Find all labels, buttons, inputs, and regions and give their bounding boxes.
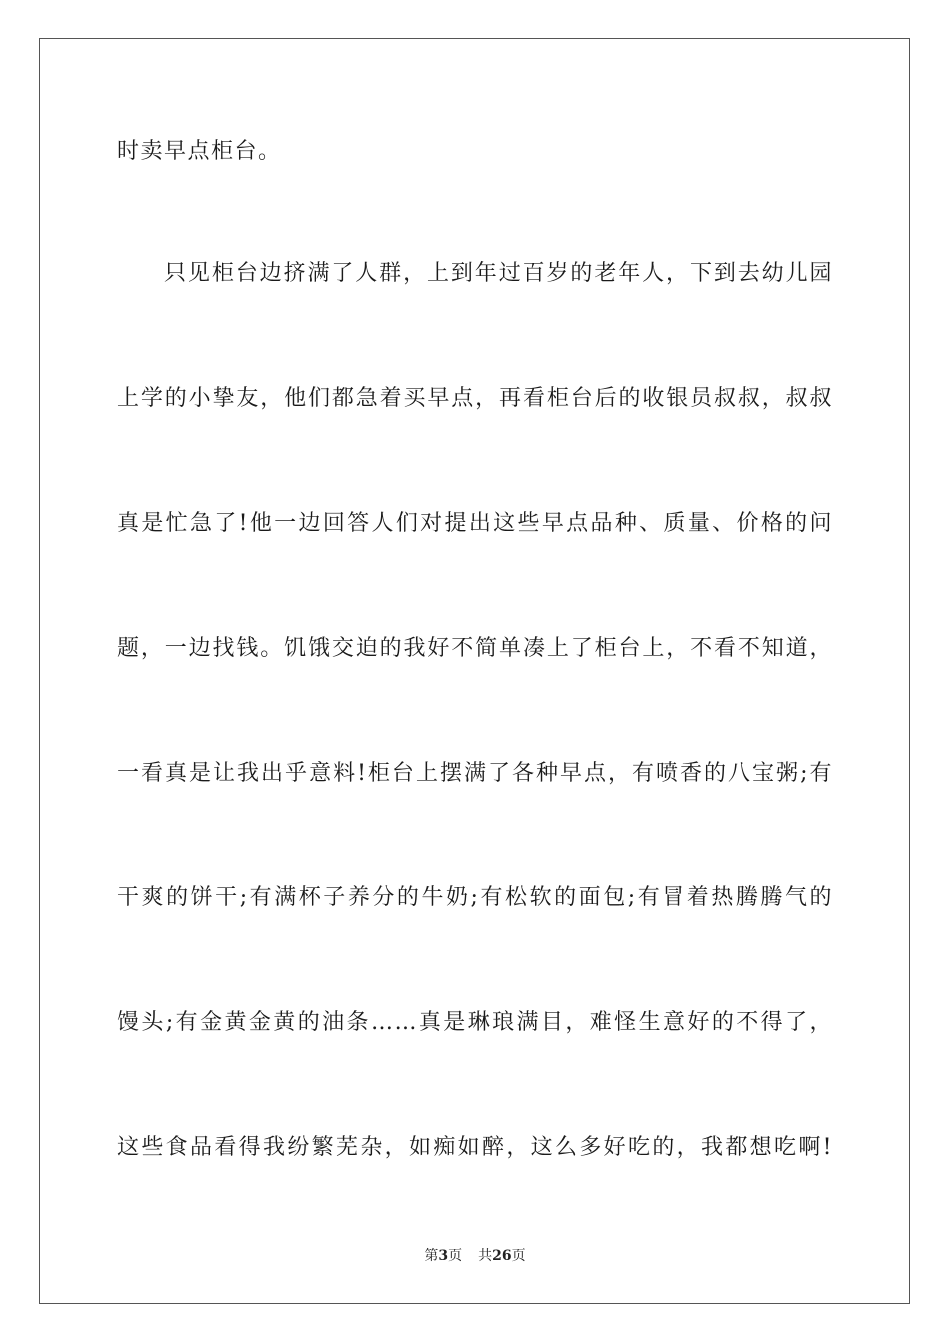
text-line-4: 真是忙急了!他一边回答人们对提出这些早点品种、质量、价格的问 xyxy=(117,511,833,536)
page-footer xyxy=(0,1246,950,1266)
total-pages: 26 xyxy=(492,1248,512,1264)
total-suffix: 页 xyxy=(511,1248,526,1264)
text-line-8: 馒头;有金黄金黄的油条……真是琳琅满目，难怪生意好的不得了， xyxy=(117,1010,833,1035)
page-suffix: 页 xyxy=(448,1248,463,1264)
text-line-5: 题，一边找钱。饥饿交迫的我好不简单凑上了柜台上，不看不知道， xyxy=(117,636,833,661)
page-number: 3 xyxy=(438,1248,449,1264)
page-border xyxy=(39,38,910,1304)
text-line-6: 一看真是让我出乎意料!柜台上摆满了各种早点，有喷香的八宝粥;有 xyxy=(117,761,833,786)
text-line-7: 干爽的饼干;有满杯子养分的牛奶;有松软的面包;有冒着热腾腾气的 xyxy=(117,885,833,910)
total-prefix: 共 xyxy=(478,1248,493,1264)
text-line-2: 只见柜台边挤满了人群，上到年过百岁的老年人，下到去幼儿园 xyxy=(164,261,833,286)
text-line-1: 时卖早点柜台。 xyxy=(117,139,282,164)
page-prefix: 第 xyxy=(424,1248,439,1264)
text-line-9: 这些食品看得我纷繁芜杂，如痴如醉，这么多好吃的，我都想吃啊! xyxy=(117,1135,833,1160)
text-line-3: 上学的小挚友，他们都急着买早点，再看柜台后的收银员叔叔，叔叔 xyxy=(117,386,833,411)
